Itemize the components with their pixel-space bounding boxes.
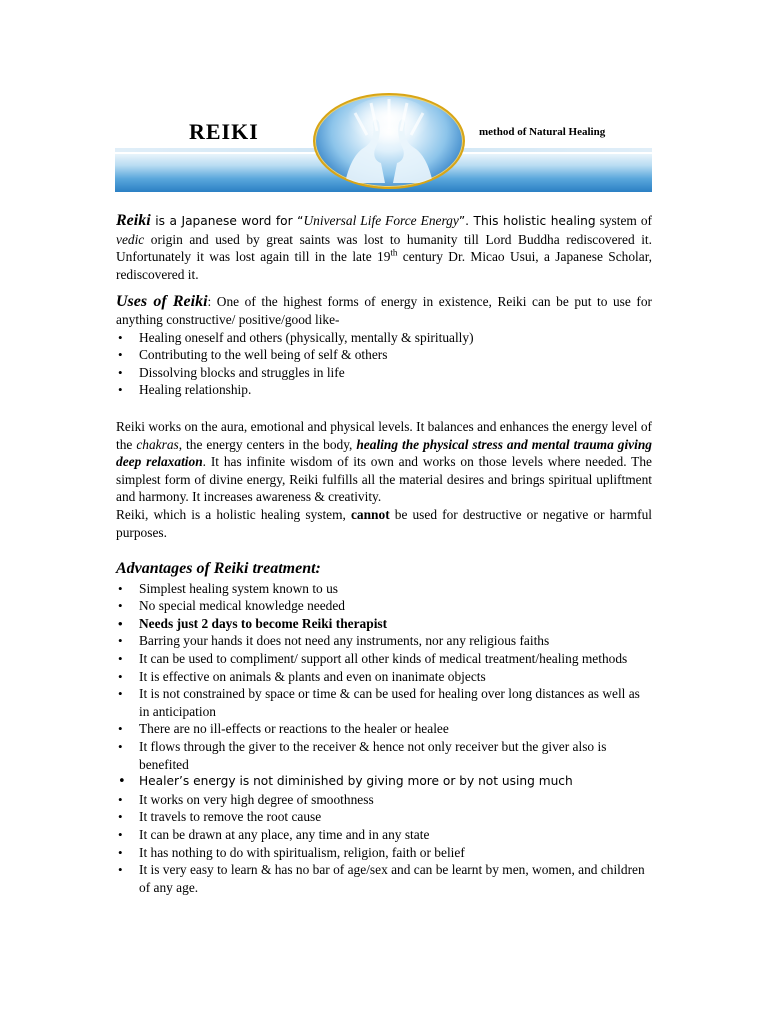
uses-colon: : bbox=[207, 294, 212, 310]
list-item: • No special medical knowledge needed bbox=[116, 597, 652, 615]
works-text-8: be used for destructive or negative or harmful purposes. bbox=[116, 506, 652, 540]
list-item: • It is not constrained by space or time & can be used for healing over long distances as well as in anticipation bbox=[116, 685, 652, 720]
spacer bbox=[116, 283, 652, 293]
advantages-list bbox=[116, 580, 652, 897]
list-item: • It flows through the giver to the receiver & hence not only receiver but the giver also is benefited bbox=[116, 738, 652, 773]
list-item: • Dissolving blocks and struggles in life bbox=[116, 364, 652, 382]
intro-text-2: Universal Life Force Energy bbox=[303, 213, 459, 228]
intro-text-1: is a Japanese word for “ bbox=[150, 214, 304, 228]
list-item: • Simplest healing system known to us bbox=[116, 580, 652, 598]
works-text-1: Reiki works on the aura, emotional and physical levels. It balances and enhances the energy level of the bbox=[116, 418, 652, 452]
list-item: • Healer’s energy is not diminished by giving more or by not using much bbox=[116, 773, 652, 791]
intro-text-5: vedic bbox=[116, 231, 145, 247]
spacer bbox=[116, 409, 652, 418]
works-text-3: , the energy centers in the body, bbox=[178, 436, 357, 452]
intro-term: Reiki bbox=[116, 212, 151, 229]
list-item: • It works on very high degree of smoothness bbox=[116, 791, 652, 809]
intro-superscript: th bbox=[390, 247, 398, 258]
intro-text-6: origin and used by great saints was lost to humanity till Lord Buddha rediscovered it. Unfortunately it was lost again till in the late 19 bbox=[116, 231, 652, 265]
list-item: • There are no ill-effects or reactions to the healer or healee bbox=[116, 720, 652, 738]
list-item: • Contributing to the well being of self & others bbox=[116, 346, 652, 364]
intro-paragraph bbox=[116, 212, 652, 283]
uses-heading: Uses of Reiki bbox=[116, 293, 208, 311]
cannot-paragraph bbox=[116, 506, 652, 541]
works-paragraph bbox=[116, 418, 652, 506]
document-body bbox=[116, 212, 652, 896]
list-item: • It can be used to compliment/ support all other kinds of medical treatment/healing methods bbox=[116, 650, 652, 668]
works-text-6: Reiki, which is a holistic healing system, bbox=[116, 506, 351, 522]
list-item: • Barring your hands it does not need any instruments, nor any religious faiths bbox=[116, 632, 652, 650]
spacer bbox=[116, 399, 652, 409]
works-text-7: cannot bbox=[350, 506, 390, 522]
advantages-heading: Advantages of Reiki treatment: bbox=[116, 560, 321, 578]
uses-list bbox=[116, 329, 652, 399]
list-item: • It can be drawn at any place, any time and in any state bbox=[116, 826, 652, 844]
intro-text-3: ”. This holistic healing bbox=[458, 214, 596, 228]
list-item: • Needs just 2 days to become Reiki therapist bbox=[116, 615, 652, 633]
list-item: • It travels to remove the root cause bbox=[116, 808, 652, 826]
intro-text-8: century Dr. Micao Usui, a Japanese Scholar, rediscovered it. bbox=[116, 249, 652, 282]
healing-hands-icon bbox=[313, 93, 465, 189]
list-item: • Healing relationship. bbox=[116, 381, 652, 399]
uses-paragraph bbox=[116, 293, 652, 328]
uses-text: One of the highest forms of energy in existence, Reiki can be put to use for anything constructive/ positive/good like- bbox=[116, 294, 652, 327]
works-text-4: healing the physical stress and mental trauma giving deep relaxation bbox=[116, 436, 652, 470]
banner-title: REIKI bbox=[189, 119, 259, 144]
intro-text-4: system of bbox=[595, 213, 652, 228]
works-text-2: chakras bbox=[136, 436, 179, 452]
list-item: • It is effective on animals & plants and even on inanimate objects bbox=[116, 668, 652, 686]
header-banner bbox=[115, 86, 652, 192]
banner-subtitle: method of Natural Healing bbox=[479, 126, 606, 138]
works-text-5: . It has infinite wisdom of its own and works on those levels where needed. The simplest form of divine energy, Reiki fulfills all the material desires and brings spiritual upliftment and harmony. It increases awareness & creativity. bbox=[116, 454, 652, 505]
list-item: • Healing oneself and others (physically, mentally & spiritually) bbox=[116, 329, 652, 347]
list-item: • It is very easy to learn & has no bar of age/sex and can be learnt by men, women, and children of any age. bbox=[116, 861, 652, 896]
spacer bbox=[116, 551, 652, 560]
spacer bbox=[116, 541, 652, 551]
list-item: • It has nothing to do with spiritualism, religion, faith or belief bbox=[116, 844, 652, 862]
